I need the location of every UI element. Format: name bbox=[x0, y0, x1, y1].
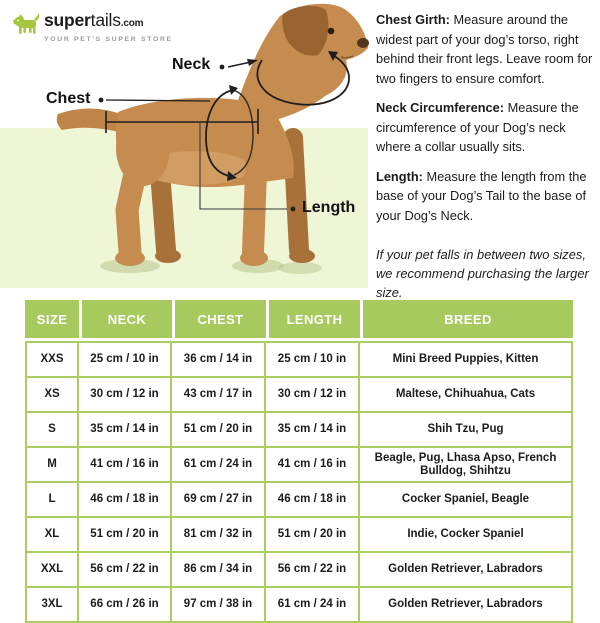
cell-length: 35 cm / 14 in bbox=[266, 413, 360, 448]
chest-label: Chest bbox=[46, 90, 91, 107]
cell-chest: 36 cm / 14 in bbox=[172, 341, 266, 378]
cell-size: M bbox=[25, 448, 79, 483]
sizing-note: If your pet falls in between two sizes, we recommend purchasing the larger size. bbox=[376, 247, 589, 300]
cell-size: S bbox=[25, 413, 79, 448]
cell-breed: Mini Breed Puppies, Kitten bbox=[360, 341, 573, 378]
size-table-body bbox=[25, 341, 573, 623]
cell-chest: 51 cm / 20 in bbox=[172, 413, 266, 448]
cell-length: 25 cm / 10 in bbox=[266, 341, 360, 378]
length-label: Length bbox=[302, 199, 356, 216]
cell-neck: 35 cm / 14 in bbox=[79, 413, 172, 448]
cell-neck: 46 cm / 18 in bbox=[79, 483, 172, 518]
dog-logo-icon bbox=[13, 11, 40, 36]
cell-breed: Golden Retriever, Labradors bbox=[360, 588, 573, 623]
cell-length: 56 cm / 22 in bbox=[266, 553, 360, 588]
cell-neck: 51 cm / 20 in bbox=[79, 518, 172, 553]
cell-breed: Maltese, Chihuahua, Cats bbox=[360, 378, 573, 413]
cell-breed: Cocker Spaniel, Beagle bbox=[360, 483, 573, 518]
size-chart-header bbox=[25, 300, 573, 341]
header-breed: BREED bbox=[360, 300, 573, 341]
cell-length: 41 cm / 16 in bbox=[266, 448, 360, 483]
cell-size: XXL bbox=[25, 553, 79, 588]
cell-chest: 86 cm / 34 in bbox=[172, 553, 266, 588]
neck-circumference-instruction: Neck Circumference: Measure the circumference of your Dog’s neck where a collar usually sits. bbox=[376, 100, 579, 154]
cell-size: XL bbox=[25, 518, 79, 553]
header-length: LENGTH bbox=[266, 300, 360, 341]
length-instruction: Length: Measure the length from the base of your Dog’s Tail to the base of your Dog’s Neck. bbox=[376, 168, 587, 223]
header-chest: CHEST bbox=[172, 300, 266, 341]
cell-length: 61 cm / 24 in bbox=[266, 588, 360, 623]
cell-neck: 56 cm / 22 in bbox=[79, 553, 172, 588]
cell-length: 46 cm / 18 in bbox=[266, 483, 360, 518]
cell-chest: 81 cm / 32 in bbox=[172, 518, 266, 553]
dog-nose bbox=[357, 38, 369, 48]
header-size: SIZE bbox=[25, 300, 79, 341]
cell-size: XS bbox=[25, 378, 79, 413]
cell-length: 51 cm / 20 in bbox=[266, 518, 360, 553]
cell-breed: Beagle, Pug, Lhasa Apso, French Bulldog, Shihtzu bbox=[360, 448, 573, 483]
cell-neck: 30 cm / 12 in bbox=[79, 378, 172, 413]
paw-shadow bbox=[278, 262, 322, 274]
cell-size: L bbox=[25, 483, 79, 518]
size-chart-table bbox=[25, 300, 573, 623]
cell-breed: Shih Tzu, Pug bbox=[360, 413, 573, 448]
cell-chest: 43 cm / 17 in bbox=[172, 378, 266, 413]
cell-breed: Indie, Cocker Spaniel bbox=[360, 518, 573, 553]
table-row bbox=[25, 448, 573, 483]
table-row bbox=[25, 588, 573, 623]
cell-neck: 66 cm / 26 in bbox=[79, 588, 172, 623]
brand-name: supertails.com bbox=[44, 10, 144, 30]
brand-tagline: YOUR PET'S SUPER STORE bbox=[44, 36, 173, 43]
table-row bbox=[25, 518, 573, 553]
table-row bbox=[25, 483, 573, 518]
dog-eye bbox=[328, 28, 335, 35]
table-row bbox=[25, 378, 573, 413]
cell-chest: 69 cm / 27 in bbox=[172, 483, 266, 518]
chest-girth-instruction: Chest Girth: Measure around the widest part of your dog’s torso, right behind their front legs. Leave room for two fingers to ensure comfort. bbox=[376, 12, 593, 86]
cell-breed: Golden Retriever, Labradors bbox=[360, 553, 573, 588]
header-neck: NECK bbox=[79, 300, 172, 341]
cell-chest: 61 cm / 24 in bbox=[172, 448, 266, 483]
cell-length: 30 cm / 12 in bbox=[266, 378, 360, 413]
table-row bbox=[25, 413, 573, 448]
supertails-logo[interactable] bbox=[13, 11, 173, 43]
measurement-diagram-section bbox=[0, 0, 600, 300]
cell-chest: 97 cm / 38 in bbox=[172, 588, 266, 623]
cell-size: XXS bbox=[25, 341, 79, 378]
cell-size: 3XL bbox=[25, 588, 79, 623]
cell-neck: 25 cm / 10 in bbox=[79, 341, 172, 378]
cell-neck: 41 cm / 16 in bbox=[79, 448, 172, 483]
neck-label: Neck bbox=[172, 56, 211, 73]
measurement-instructions bbox=[376, 10, 599, 235]
table-row bbox=[25, 341, 573, 378]
table-row bbox=[25, 553, 573, 588]
